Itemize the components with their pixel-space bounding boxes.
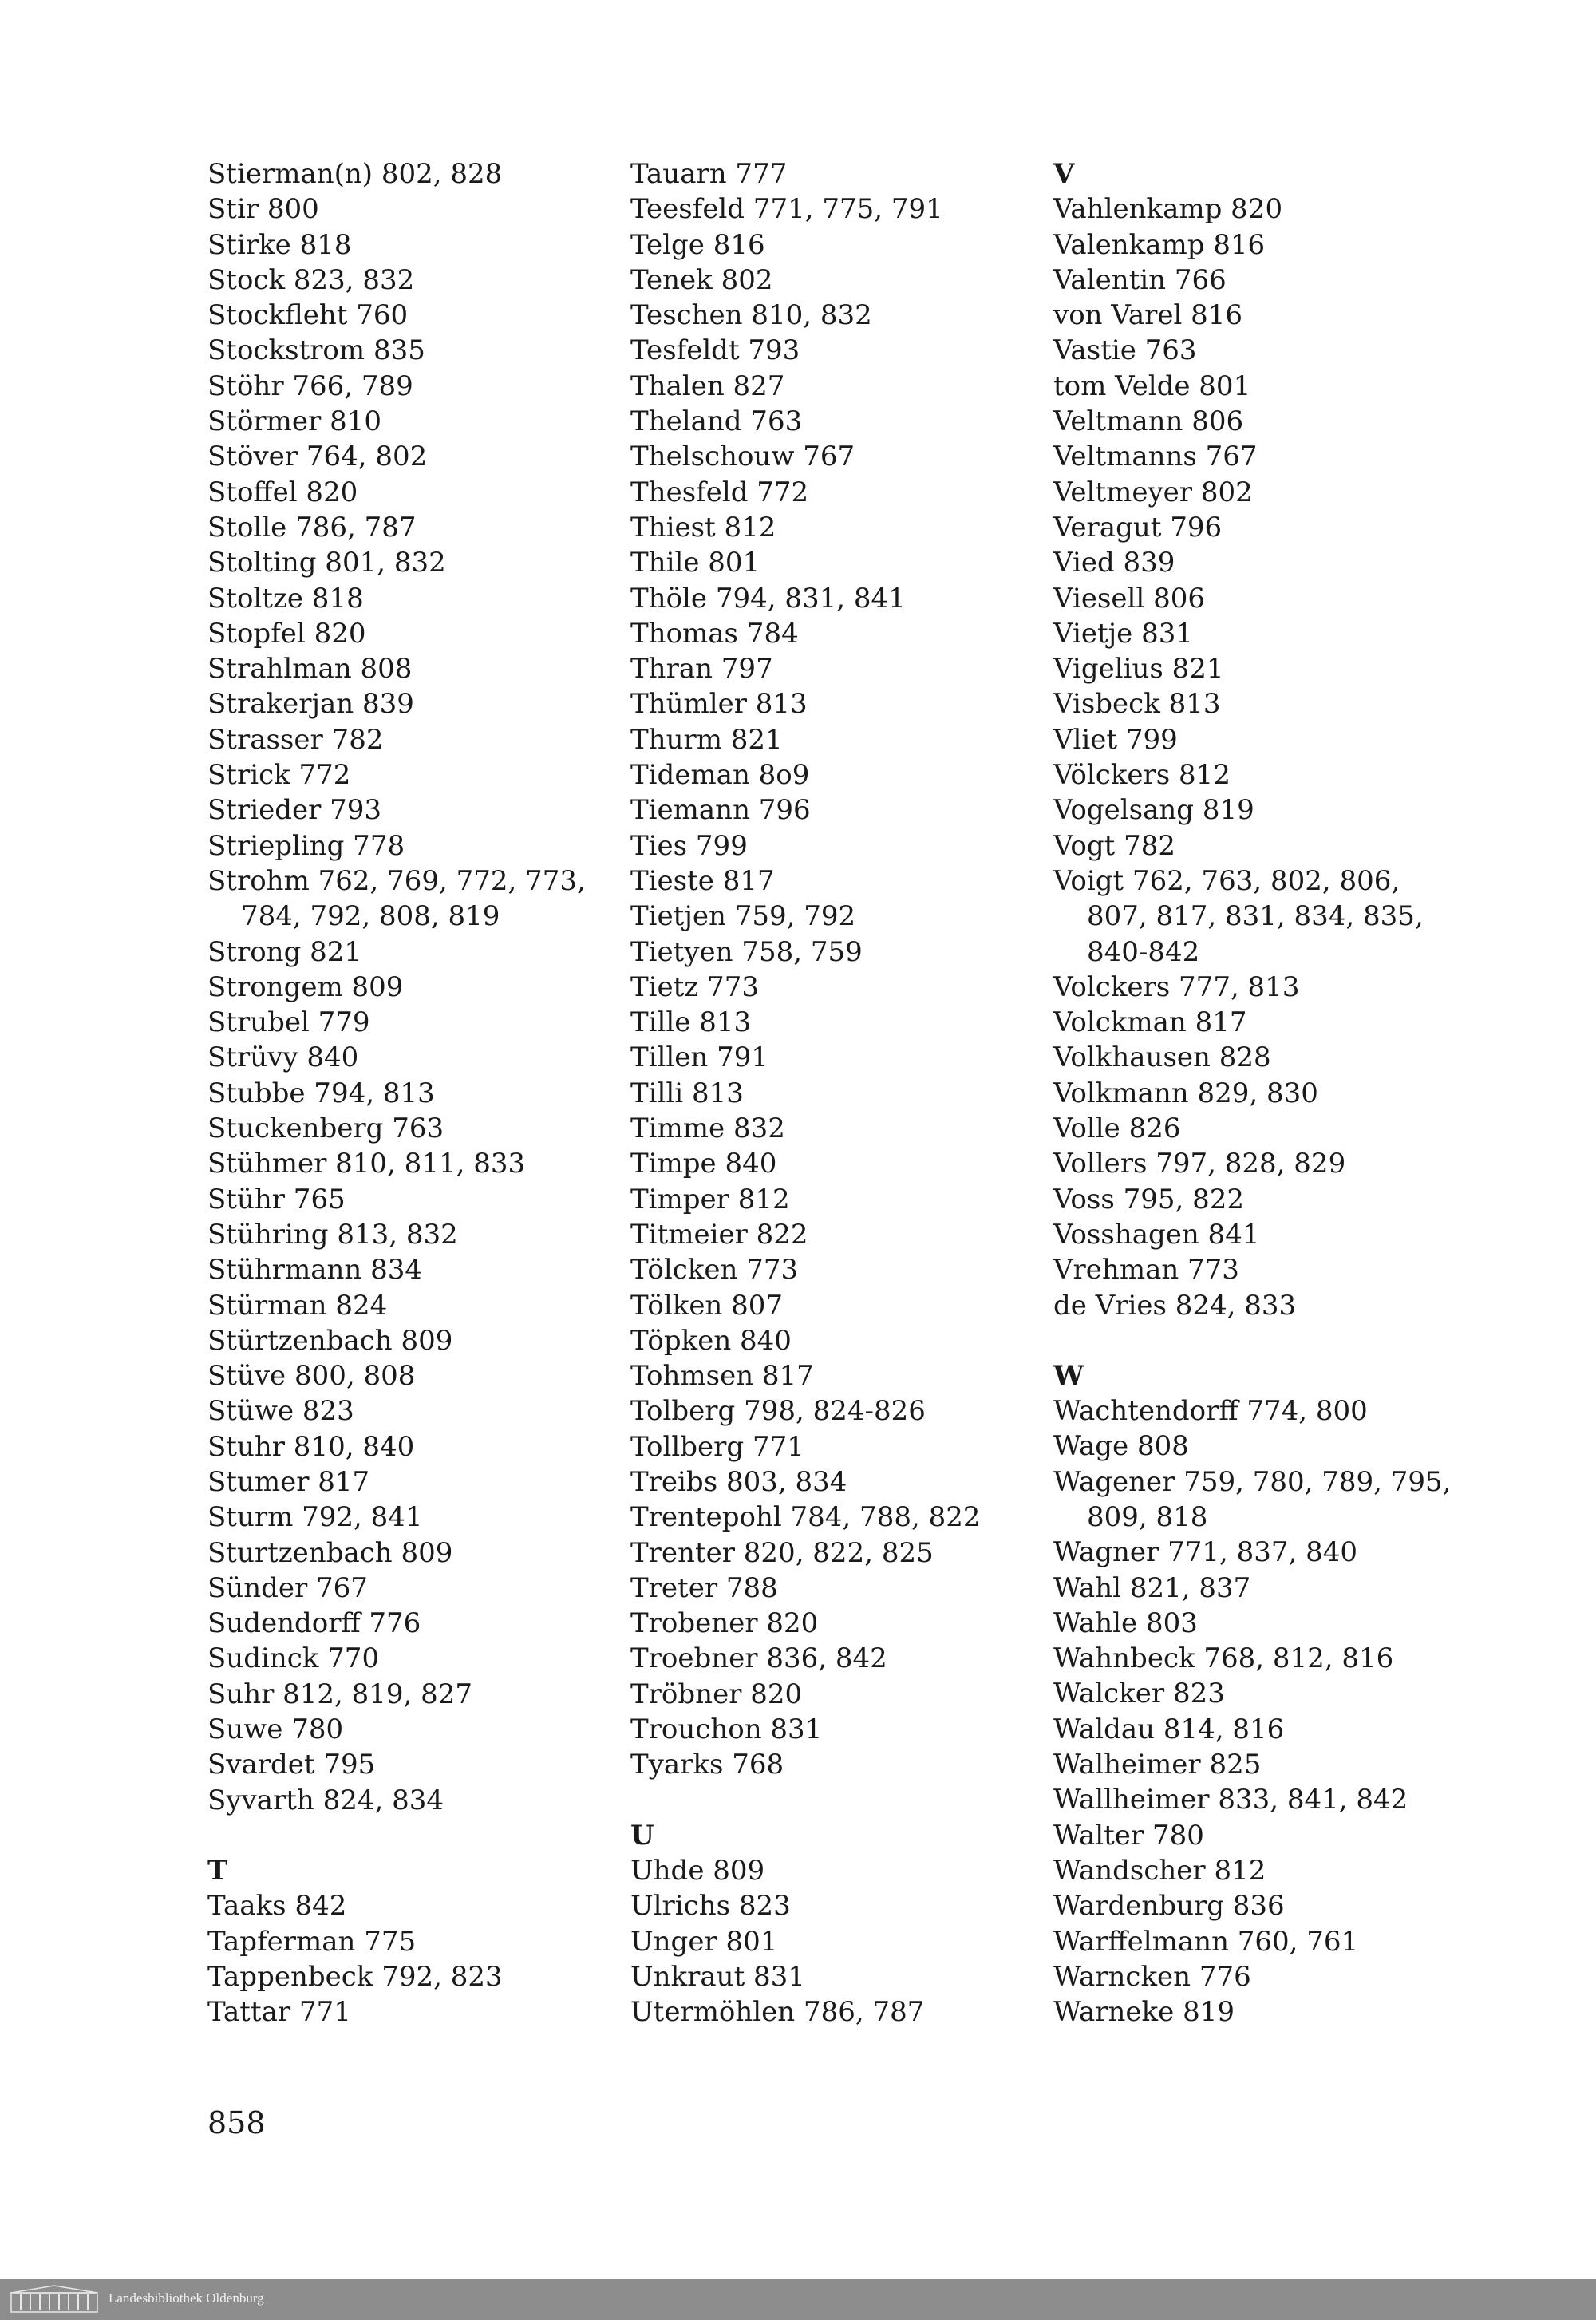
- index-entry: Veragut 796: [1053, 511, 1223, 543]
- index-entry: Stöver 764, 802: [207, 441, 428, 473]
- page-number: 858: [207, 2105, 266, 2140]
- index-entry: Svardet 795: [207, 1749, 376, 1781]
- index-entry: Stolle 786, 787: [207, 511, 417, 543]
- index-entry: Sudinck 770: [207, 1642, 380, 1675]
- index-entry: Strahlman 808: [207, 653, 413, 686]
- index-entry: Timpe 840: [630, 1148, 777, 1180]
- index-entry: Valenkamp 816: [1053, 228, 1266, 261]
- index-entry: Stubbe 794, 813: [207, 1077, 435, 1109]
- index-entry: Unkraut 831: [630, 1960, 805, 1993]
- index-entry: Stock 823, 832: [207, 263, 415, 296]
- index-entry: Tauarn 777: [630, 158, 788, 190]
- index-entry: Tideman 8o9: [630, 759, 810, 792]
- index-entry: Voss 795, 822: [1053, 1183, 1245, 1215]
- index-entry: Unger 801: [630, 1925, 778, 1958]
- index-entry: Tollberg 771: [630, 1430, 804, 1463]
- section-letter-u: U: [630, 1819, 654, 1852]
- section-letter-v: V: [1053, 158, 1075, 190]
- index-entry: Striepling 778: [207, 829, 405, 862]
- index-entry: Teesfeld 771, 775, 791: [630, 193, 943, 226]
- index-entry: Visbeck 813: [1053, 688, 1221, 721]
- index-entry: Tieste 817: [630, 864, 775, 897]
- index-entry: Stühring 813, 832: [207, 1218, 458, 1251]
- index-entry: de Vries 824, 833: [1053, 1289, 1297, 1322]
- section-letter-t: T: [207, 1854, 228, 1887]
- index-entry: Thalen 827: [630, 370, 785, 402]
- index-entry: Tilli 813: [630, 1077, 744, 1109]
- index-entry: Viesell 806: [1053, 582, 1205, 615]
- index-entry: Stührmann 834: [207, 1254, 423, 1286]
- index-entry: Thile 801: [630, 547, 760, 579]
- index-entry: Treter 788: [630, 1571, 778, 1604]
- section-w-entries: [1053, 1393, 1460, 2030]
- index-entry: Volckman 817: [1053, 1006, 1247, 1039]
- index-entry: Tenek 802: [630, 263, 773, 296]
- index-entry: Walter 780: [1053, 1819, 1204, 1852]
- index-entry: Thomas 784: [630, 617, 799, 650]
- index-entry: Strieder 793: [207, 794, 382, 827]
- index-entry: Uhde 809: [630, 1854, 765, 1887]
- section-t-entries: [207, 1888, 614, 2030]
- index-entry: Strubel 779: [207, 1006, 370, 1039]
- index-entry: Sudendorff 776: [207, 1607, 421, 1640]
- section-v-entries: [1053, 192, 1460, 1323]
- index-column-1: [207, 156, 614, 2030]
- index-entry: Vliet 799: [1053, 723, 1178, 756]
- library-building-icon: [10, 2285, 99, 2314]
- index-entry: Titmeier 822: [630, 1218, 808, 1251]
- index-entry: Tietz 773: [630, 970, 759, 1003]
- index-entry: Warncken 776: [1053, 1960, 1251, 1993]
- column-2-entries: [630, 156, 1037, 1783]
- index-entry: Wahle 803: [1053, 1607, 1198, 1639]
- index-entry: Wagner 771, 837, 840: [1053, 1536, 1358, 1569]
- index-entry: Utermöhlen 786, 787: [630, 1996, 925, 2029]
- index-entry: Timme 832: [630, 1113, 785, 1145]
- index-column-2: [630, 156, 1037, 2030]
- index-entry: Stürtzenbach 809: [207, 1324, 453, 1357]
- index-entry: Tohmsen 817: [630, 1360, 814, 1393]
- index-entry: Wachtendorff 774, 800: [1053, 1395, 1368, 1428]
- index-entry: Tille 813: [630, 1006, 752, 1039]
- column-1-entries: [207, 156, 614, 1818]
- index-entry: Tapferman 775: [207, 1925, 417, 1958]
- index-entry: Warneke 819: [1053, 1996, 1235, 2029]
- index-entry: Stoffel 820: [207, 476, 358, 508]
- index-entry: Veltmanns 767: [1053, 441, 1258, 473]
- index-entry: Wahnbeck 768, 812, 816: [1053, 1642, 1394, 1675]
- index-entry: Veltmeyer 802: [1053, 476, 1253, 508]
- index-entry: Thiest 812: [630, 511, 776, 543]
- index-entry: Stöhr 766, 789: [207, 370, 413, 402]
- index-entry: von Varel 816: [1053, 299, 1243, 332]
- index-entry: Vollers 797, 828, 829: [1053, 1148, 1346, 1180]
- index-entry: Tolberg 798, 824-826: [630, 1395, 926, 1428]
- index-entry: Stumer 817: [207, 1465, 370, 1498]
- index-entry: Stir 800: [207, 193, 319, 226]
- index-entry: Vogt 782: [1053, 829, 1176, 862]
- index-entry: Stolting 801, 832: [207, 547, 446, 579]
- index-entry: Vied 839: [1053, 547, 1175, 579]
- index-entry: Warffelmann 760, 761: [1053, 1925, 1359, 1958]
- index-entry: Tölken 807: [630, 1289, 784, 1322]
- index-entry: Walheimer 825: [1053, 1749, 1262, 1781]
- index-entry: Stockfleht 760: [207, 299, 409, 332]
- section-u-entries: [630, 1853, 1037, 2030]
- index-entry: Stüve 800, 808: [207, 1360, 416, 1393]
- index-entry: Stuhr 810, 840: [207, 1430, 415, 1463]
- index-entry: Trentepohl 784, 788, 822: [630, 1501, 981, 1534]
- index-entry: Vrehman 773: [1053, 1254, 1239, 1286]
- index-entry: Valentin 766: [1053, 263, 1227, 296]
- index-entry: Stoltze 818: [207, 582, 364, 615]
- index-entry: Sturm 792, 841: [207, 1501, 423, 1534]
- index-entry: Trenter 820, 822, 825: [630, 1536, 934, 1569]
- index-entry: Treibs 803, 834: [630, 1465, 847, 1498]
- index-entry: Suhr 812, 819, 827: [207, 1678, 473, 1710]
- index-entry: Tattar 771: [207, 1996, 351, 2029]
- index-entry: Vietje 831: [1053, 617, 1193, 650]
- library-name: Landesbibliothek Oldenburg: [109, 2290, 264, 2306]
- index-entry: Timper 812: [630, 1183, 790, 1215]
- index-entry: Veltmann 806: [1053, 405, 1244, 438]
- index-entry: Taaks 842: [207, 1890, 347, 1923]
- index-entry: Wagener 759, 780, 789, 795, 809, 818: [1053, 1465, 1452, 1533]
- index-entry: Tietjen 759, 792: [630, 900, 856, 933]
- index-entry: Vastie 763: [1053, 334, 1197, 367]
- index-entry: Waldau 814, 816: [1053, 1713, 1285, 1745]
- index-entry: Völckers 812: [1053, 759, 1231, 792]
- index-entry: Wandscher 812: [1053, 1854, 1266, 1887]
- index-entry: Syvarth 824, 834: [207, 1784, 444, 1816]
- index-entry: Strong 821: [207, 935, 362, 968]
- index-entry: Störmer 810: [207, 405, 381, 438]
- index-entry: Tesfeldt 793: [630, 334, 800, 367]
- index-entry: Voigt 762, 763, 802, 806, 807, 817, 831, 834, 835, 840-842: [1053, 864, 1424, 968]
- index-entry: Vahlenkamp 820: [1053, 193, 1283, 226]
- index-entry: Stürman 824: [207, 1289, 388, 1322]
- index-entry: Teschen 810, 832: [630, 299, 872, 332]
- index-entry: Volle 826: [1053, 1113, 1181, 1145]
- index-entry: Tölcken 773: [630, 1254, 799, 1286]
- index-entry: Töpken 840: [630, 1324, 792, 1357]
- index-entry: Troebner 836, 842: [630, 1642, 887, 1675]
- index-entry: Wage 808: [1053, 1430, 1189, 1463]
- index-entry: Tröbner 820: [630, 1678, 803, 1710]
- index-entry: Strohm 762, 769, 772, 773, 784, 792, 808, 819: [207, 864, 586, 933]
- index-entry: Tillen 791: [630, 1041, 769, 1074]
- index-entry: tom Velde 801: [1053, 370, 1251, 402]
- index-entry: Strongem 809: [207, 970, 404, 1003]
- index-entry: Strick 772: [207, 759, 351, 792]
- index-entry: Strasser 782: [207, 723, 384, 756]
- index-entry: Suwe 780: [207, 1713, 344, 1746]
- index-entry: Thöle 794, 831, 841: [630, 582, 906, 615]
- index-entry: Stüwe 823: [207, 1395, 354, 1428]
- index-entry: Stühmer 810, 811, 833: [207, 1148, 526, 1180]
- index-entry: Ties 799: [630, 829, 748, 862]
- index-entry: Thelschouw 767: [630, 441, 855, 473]
- index-entry: Stierman(n) 802, 828: [207, 158, 503, 190]
- library-footer-bar: [0, 2279, 1596, 2320]
- index-entry: Strüvy 840: [207, 1041, 359, 1074]
- index-entry: Stopfel 820: [207, 617, 366, 650]
- index-entry: Stockstrom 835: [207, 334, 425, 367]
- index-entry: Walcker 823: [1053, 1678, 1225, 1710]
- index-entry: Wahl 821, 837: [1053, 1571, 1251, 1604]
- index-entry: Tyarks 768: [630, 1749, 784, 1781]
- index-entry: Stirke 818: [207, 228, 352, 261]
- index-entry: Sturtzenbach 809: [207, 1536, 453, 1569]
- index-entry: Wallheimer 833, 841, 842: [1053, 1784, 1408, 1816]
- index-entry: Telge 816: [630, 228, 765, 261]
- index-entry: Vogelsang 819: [1053, 794, 1254, 827]
- index-entry: Stühr 765: [207, 1183, 346, 1215]
- index-entry: Volkhausen 828: [1053, 1041, 1271, 1074]
- index-column-3: [1053, 156, 1460, 2030]
- index-entry: Thran 797: [630, 653, 773, 686]
- index-entry: Vigelius 821: [1053, 653, 1224, 686]
- index-entry: Tiemann 796: [630, 794, 811, 827]
- index-entry: Volkmann 829, 830: [1053, 1077, 1318, 1109]
- index-entry: Trobener 820: [630, 1607, 819, 1640]
- index-entry: Thurm 821: [630, 723, 783, 756]
- index-entry: Theland 763: [630, 405, 803, 438]
- section-letter-w: W: [1053, 1359, 1084, 1392]
- index-entry: Strakerjan 839: [207, 688, 414, 721]
- index-entry: Trouchon 831: [630, 1713, 823, 1746]
- index-entry: Volckers 777, 813: [1053, 970, 1300, 1003]
- index-entry: Ulrichs 823: [630, 1890, 791, 1923]
- index-entry: Thümler 813: [630, 688, 808, 721]
- index-entry: Tietyen 758, 759: [630, 935, 863, 968]
- index-entry: Tappenbeck 792, 823: [207, 1960, 503, 1993]
- index-entry: Sünder 767: [207, 1571, 368, 1604]
- index-entry: Stuckenberg 763: [207, 1113, 444, 1145]
- index-entry: Wardenburg 836: [1053, 1890, 1285, 1923]
- index-entry: Thesfeld 772: [630, 476, 809, 508]
- index-entry: Vosshagen 841: [1053, 1218, 1260, 1251]
